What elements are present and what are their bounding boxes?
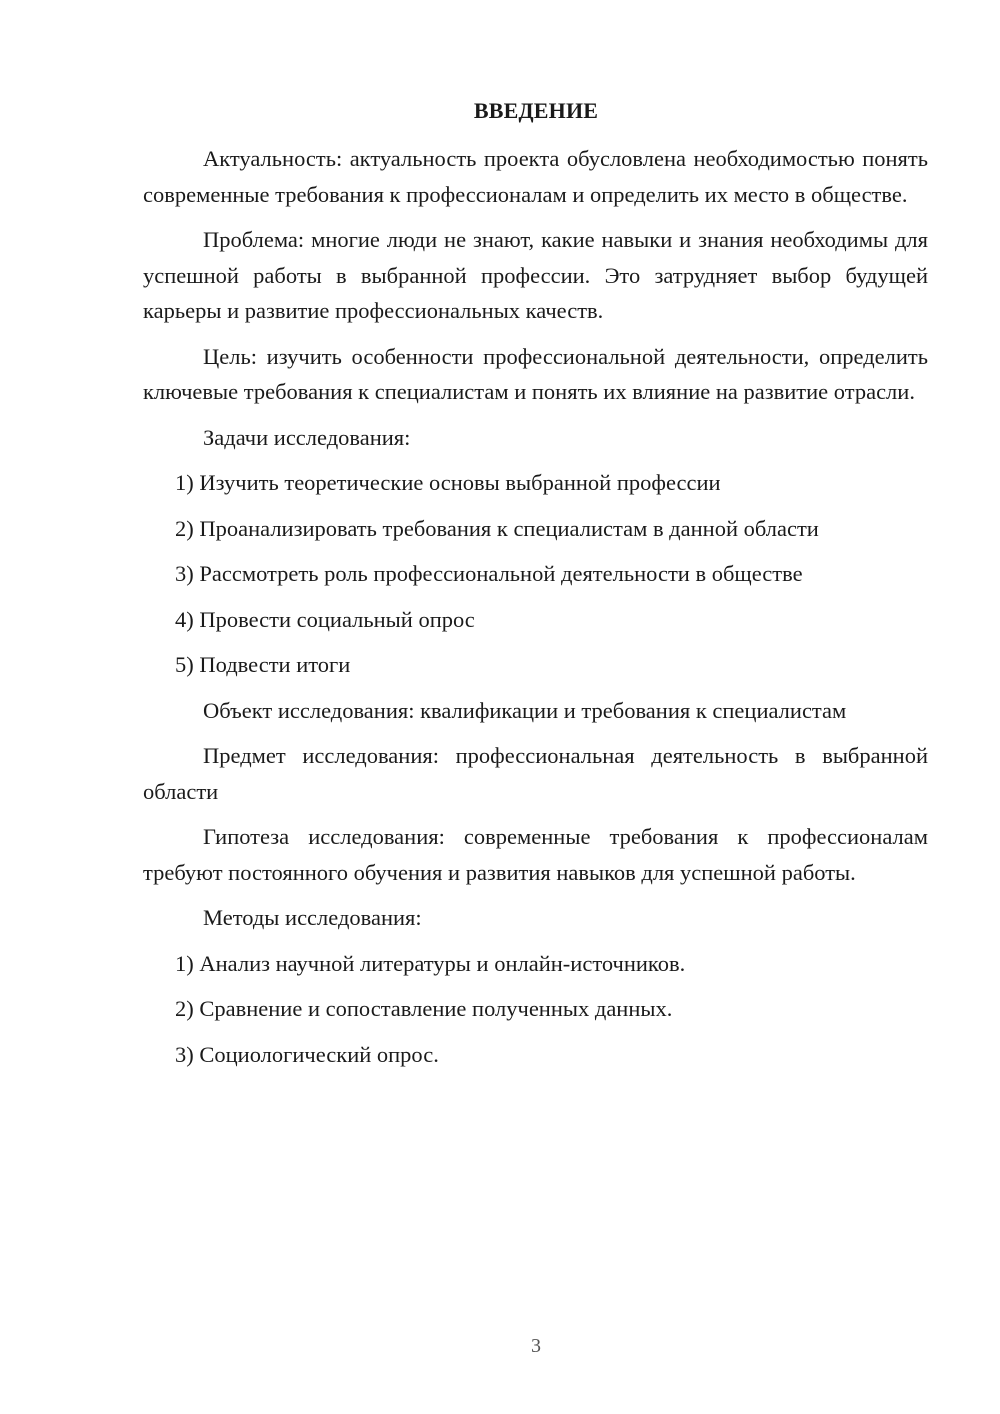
subject-paragraph: Предмет исследования: профессиональная деятельность в выбранной области <box>143 743 928 804</box>
task-item: 3) Рассмотреть роль профессиональной деятельности в обществе <box>175 561 803 586</box>
section-title: ВВЕДЕНИЕ <box>473 98 599 123</box>
methods-list <box>143 946 928 1073</box>
task-item: 1) Изучить теоретические основы выбранной профессии <box>175 470 721 495</box>
task-item: 4) Провести социальный опрос <box>175 606 475 632</box>
method-item: 3) Социологический опрос. <box>175 1041 439 1067</box>
task-item: 2) Проанализировать требования к специалистам в данной области <box>175 515 819 541</box>
relevance-paragraph: Актуальность: актуальность проекта обусловлена необходимостью понять современные требования к профессионалам и определить их место в обществе. <box>143 146 928 207</box>
methods-heading: Методы исследования: <box>203 905 422 930</box>
object-paragraph: Объект исследования: квалификации и требования к специалистам <box>203 697 847 723</box>
problem-paragraph: Проблема: многие люди не знают, какие навыки и знания необходимы для успешной работы в выбранной профессии. Это затрудняет выбор будущей карьеры и развитие профессиональных качеств. <box>143 227 928 323</box>
tasks-list <box>143 465 928 683</box>
goal-paragraph: Цель: изучить особенности профессиональной деятельности, определить ключевые требования к специалистам и понять их влияние на развитие отрасли. <box>143 343 928 404</box>
hypothesis-paragraph: Гипотеза исследования: современные требования к профессионалам требуют постоянного обучения и развития навыков для успешной работы. <box>143 824 928 885</box>
document-body <box>143 141 928 1082</box>
method-item: 2) Сравнение и сопоставление полученных данных. <box>175 996 673 1021</box>
method-item: 1) Анализ научной литературы и онлайн-источников. <box>175 950 686 976</box>
tasks-heading: Задачи исследования: <box>203 424 411 450</box>
page-number: 3 <box>531 1335 541 1357</box>
task-item: 5) Подвести итоги <box>175 652 351 677</box>
